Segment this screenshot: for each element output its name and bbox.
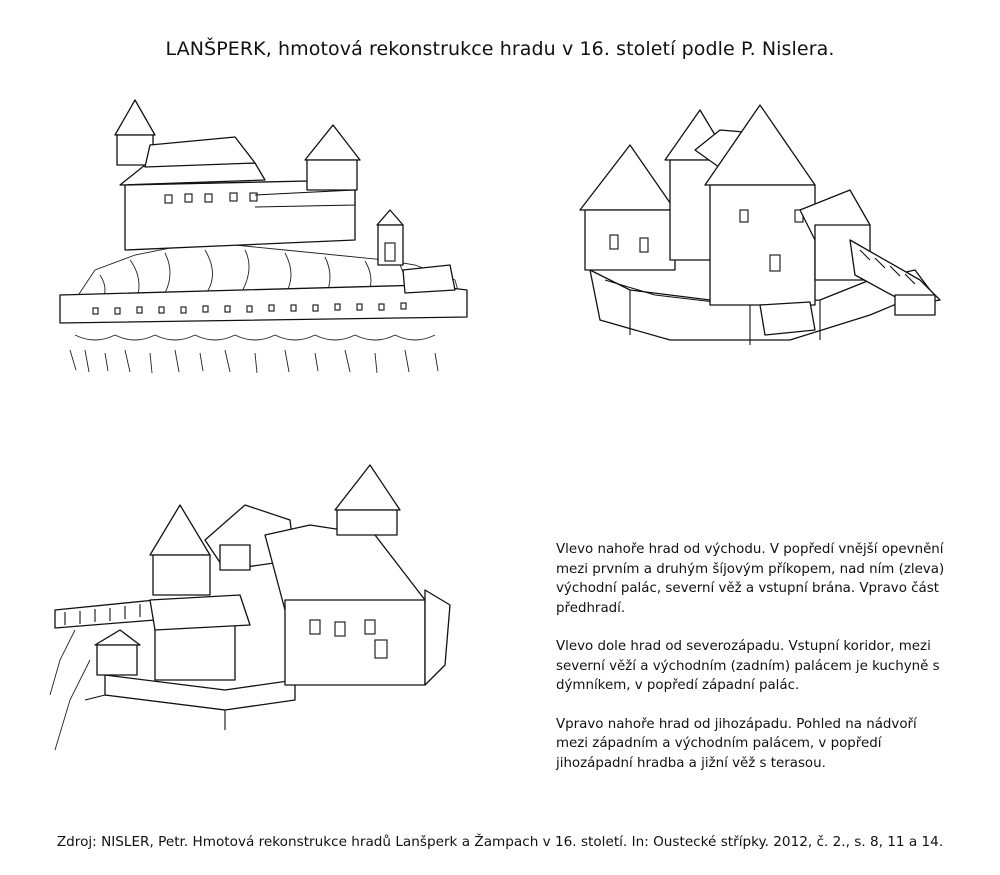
castle-northwest-view-drawing xyxy=(45,460,465,770)
page-title: LANŠPERK, hmotová rekonstrukce hradu v 16. století podle P. Nislera. xyxy=(165,38,835,60)
castle-east-view-drawing xyxy=(55,95,475,380)
caption-paragraph-northwest: Vlevo dole hrad od severozápadu. Vstupní koridor, mezi severní věží a východním (zadním) palácem je kuchyně s dýmníkem, v popředí západní palác. xyxy=(556,639,940,693)
source-citation: Zdroj: NISLER, Petr. Hmotová rekonstrukce hradů Lanšperk a Žampach v 16. století. In: Oustecké střípky. 2012, č. 2., s. 8, 11 a 14. xyxy=(56,834,944,850)
caption-paragraph-southwest: Vpravo nahoře hrad od jihozápadu. Pohled na nádvoří mezi západním a východním palácem, v popředí jihozápadní hradba a jižní věž s terasou. xyxy=(556,716,917,771)
description-text xyxy=(556,540,951,792)
caption-paragraph-east: Vlevo nahoře hrad od východu. V popředí vnější opevnění mezi prvním a druhým šíjovým příkopem, nad ním (zleva) východní palác, severní věž a vstupní brána. Vpravo část předhradí. xyxy=(556,542,945,616)
castle-southwest-view-drawing xyxy=(570,90,950,370)
